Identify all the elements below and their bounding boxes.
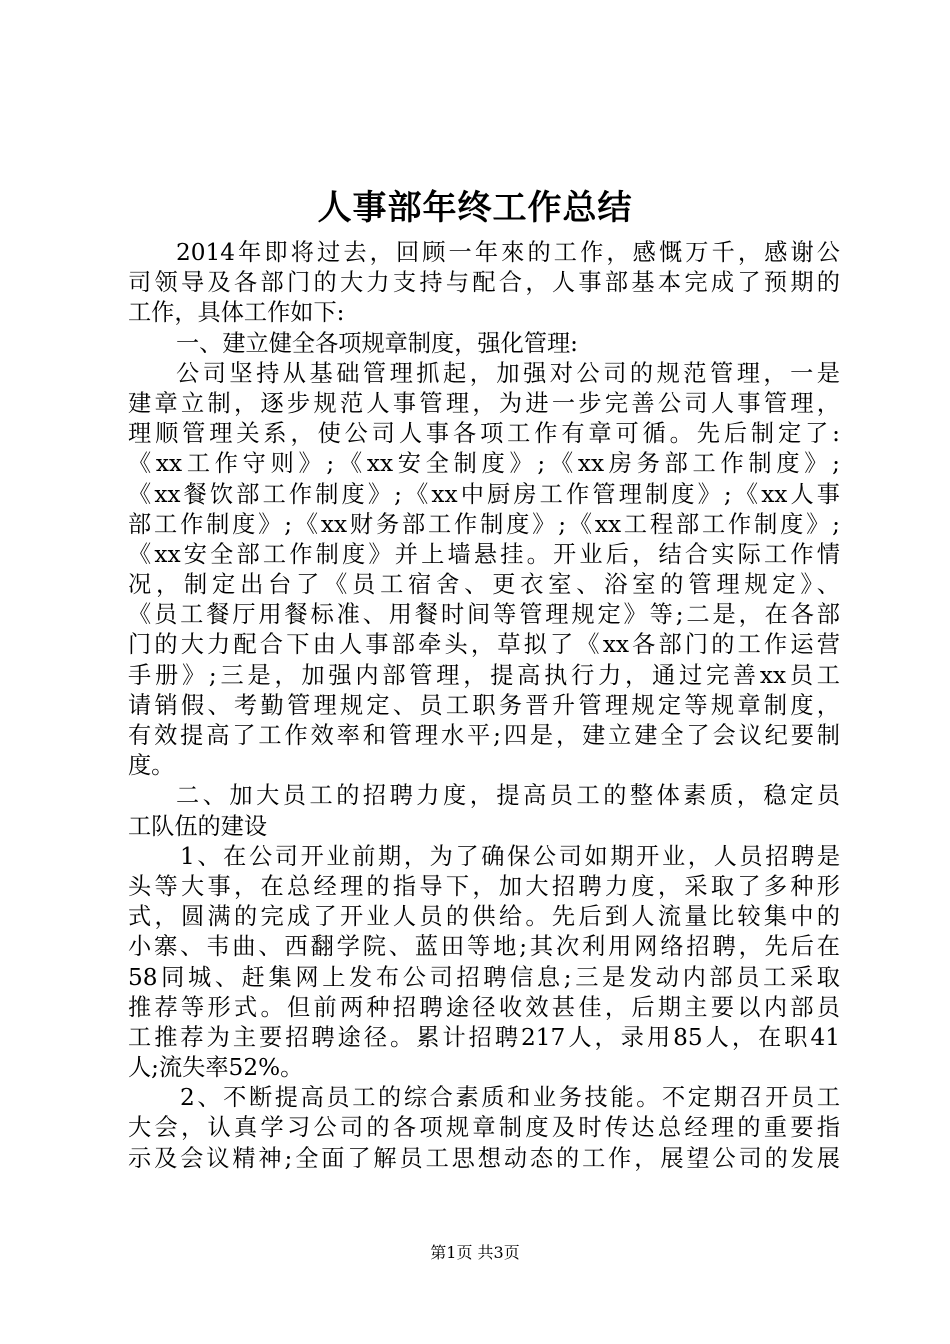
section-heading: 一、建立健全各项规章制度，强化管理:	[176, 329, 578, 357]
text-line: 小寨、韦曲、西翻学院、蓝田等地;其次利用网络招聘，先后在	[128, 933, 840, 961]
text-line: 部工作制度》;《xx财务部工作制度》;《xx工程部工作制度》;	[128, 510, 840, 538]
text-line: 公司坚持从基础管理抓起，加强对公司的规范管理，一是	[176, 359, 840, 387]
text-line: 大会，认真学习公司的各项规章制度及时传达总经理的重要指	[128, 1114, 840, 1142]
text-line: 2、不断提高员工的综合素质和业务技能。不定期召开员工	[180, 1084, 840, 1112]
text-line: 理顺管理关系，使公司人事各项工作有章可循。先后制定了:	[128, 420, 840, 448]
text-line: 《xx工作守则》;《xx安全制度》;《xx房务部工作制度》;	[128, 450, 840, 478]
text-line: 有效提高了工作效率和管理水平;四是，建立建全了会议纪要制	[128, 722, 840, 749]
section-heading: 工队伍的建设	[128, 812, 268, 840]
text-line: 示及会议精神;全面了解员工思想动态的工作，展望公司的发展	[128, 1144, 840, 1172]
text-line: 1、在公司开业前期，为了确保公司如期开业，人员招聘是	[180, 842, 840, 870]
text-line: 2014年即将过去，回顾一年來的工作，感慨万千，感谢公	[176, 239, 840, 266]
text-line: 式，圆满的完成了开业人员的供给。先后到人流量比较集中的	[128, 903, 840, 931]
text-line: 门的大力配合下由人事部牵头，草拟了《xx各部门的工作运营	[128, 631, 840, 659]
text-line: 司领导及各部门的大力支持与配合，人事部基本完成了预期的	[128, 269, 840, 297]
page-number: 第1页 共3页	[430, 1243, 520, 1262]
text-line: 《xx安全部工作制度》并上墙悬挂。开业后，结合实际工作情	[128, 540, 840, 568]
text-line: 58同城、赶集网上发布公司招聘信息;三是发动内部员工采取	[128, 963, 840, 991]
document-title: 人事部年终工作总结	[317, 188, 633, 228]
document-body	[128, 238, 840, 1174]
text-line: 况，制定出台了《员工宿舍、更衣室、浴室的管理规定》、	[128, 571, 840, 599]
text-line: 《员工餐厅用餐标准、用餐时间等管理规定》等;二是，在各部	[128, 601, 840, 629]
text-line: 头等大事，在总经理的指导下，加大招聘力度，采取了多种形	[128, 872, 840, 900]
text-line: 推荐等形式。但前两种招聘途径收效甚佳，后期主要以内部员	[128, 993, 840, 1021]
text-line: 度。	[128, 752, 175, 780]
text-line: 工作，具体工作如下:	[128, 299, 345, 327]
text-line: 人;流失率52%。	[128, 1054, 304, 1082]
text-line: 手册》;三是，加强内部管理，提高执行力，通过完善xx员工	[128, 661, 840, 689]
section-heading: 二、加大员工的招聘力度，提高员工的整体素质，稳定员	[176, 782, 840, 810]
text-line: 工推荐为主要招聘途径。累计招聘217人，录用85人，在职41	[128, 1023, 840, 1051]
text-line: 请销假、考勤管理规定、员工职务晋升管理规定等规章制度，	[128, 691, 840, 719]
text-line: 建章立制，逐步规范人事管理，为进一步完善公司人事管理，	[128, 389, 840, 417]
text-line: 《xx餐饮部工作制度》;《xx中厨房工作管理制度》;《xx人事	[128, 480, 840, 508]
